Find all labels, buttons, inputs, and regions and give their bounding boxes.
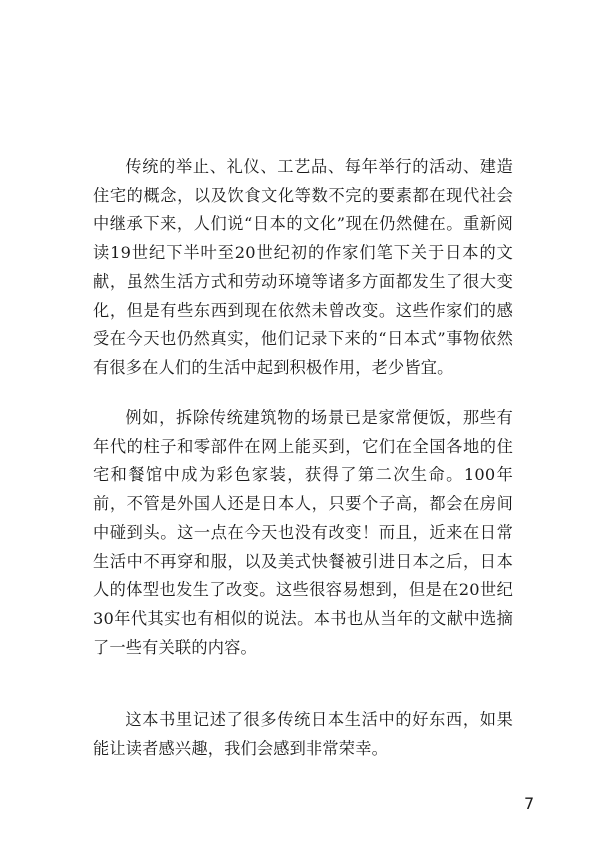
body-paragraph-3: 这本书里记述了很多传统日本生活中的好东西，如果能让读者感兴趣，我们会感到非常荣幸。 [93, 710, 513, 758]
body-paragraph-2: 例如，拆除传统建筑物的场景已是家常便饭，那些有年代的柱子和零部件在网上能买到，它们在全国各地的住宅和餐馆中成为彩色家装，获得了第二次生命。100年前，不管是外国人还是日本人，只要个子高，都会在房间中碰到头。这一点在今天也没有改变！而且，近来在日常生活中不再穿和服，以及美式快餐被引进日本之后，日本人的体型也发生了改变。这些很容易想到，但是在20世纪30年代其实也有相似的说法。本书也从当年的文献中选摘了一些有关联的内容。 [93, 408, 513, 657]
page-number: 7 [524, 794, 535, 813]
body-paragraph-1: 传统的举止、礼仪、工艺品、每年举行的活动、建造住宅的概念，以及饮食文化等数不完的要素都在现代社会中继承下来，人们说“日本的文化”现在仍然健在。重新阅读19世纪下半叶至20世纪初的作家们笔下关于日本的文献，虽然生活方式和劳动环境等诸多方面都发生了很大变化，但是有些东西到现在依然未曾改变。这些作家们的感受在今天也仍然真实，他们记录下来的“日本式”事物依然有很多在人们的生活中起到积极作用，老少皆宜。 [93, 157, 513, 377]
